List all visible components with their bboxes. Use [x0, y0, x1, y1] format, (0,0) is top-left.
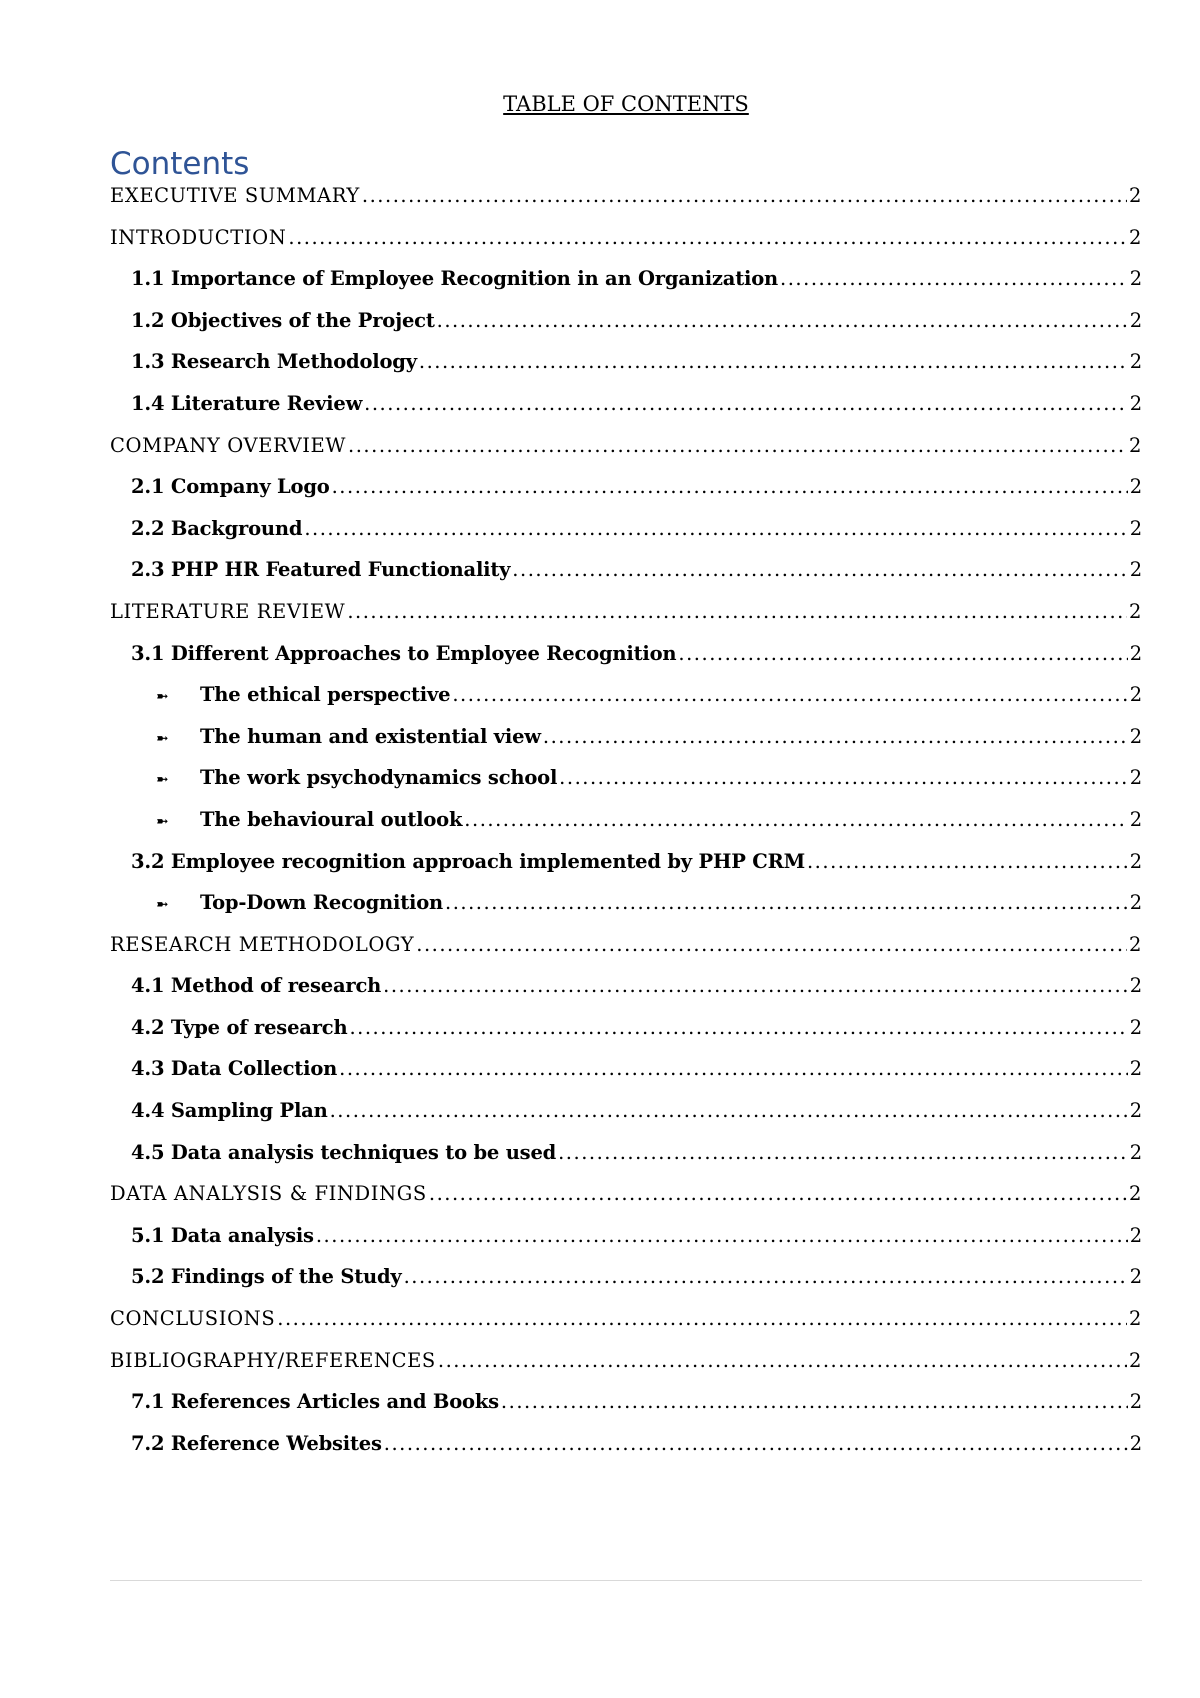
toc-entry-page-number: 2 — [1129, 1140, 1142, 1164]
dot-leader — [543, 725, 1128, 748]
toc-entry-label: 7.2 Reference Websites — [131, 1431, 382, 1455]
dot-leader — [347, 600, 1127, 623]
toc-entry[interactable] — [110, 1307, 1142, 1349]
toc-entry-label: The human and existential view — [200, 724, 541, 748]
toc-entry-label: The work psychodynamics school — [200, 766, 558, 790]
toc-entry-page-number: 2 — [1129, 1223, 1142, 1247]
dot-leader — [807, 850, 1128, 873]
toc-entry-label: 4.4 Sampling Plan — [131, 1099, 328, 1123]
toc-entry-page-number: 2 — [1129, 766, 1142, 790]
toc-entry-page-number: 2 — [1128, 1182, 1142, 1206]
dot-leader — [780, 267, 1128, 290]
dot-leader — [464, 808, 1127, 831]
toc-entry-label: EXECUTIVE SUMMARY — [110, 184, 360, 207]
toc-entry-page-number: 2 — [1128, 932, 1142, 956]
toc-entry[interactable] — [110, 475, 1142, 517]
toc-entry-label: 1.4 Literature Review — [131, 391, 363, 415]
toc-entry[interactable] — [110, 808, 1142, 850]
toc-entry[interactable] — [110, 725, 1142, 767]
toc-entry[interactable] — [110, 392, 1142, 434]
toc-entry-label: 1.1 Importance of Employee Recognition in an Organization — [131, 267, 779, 291]
dot-leader — [438, 1349, 1127, 1372]
toc-entry[interactable] — [110, 1349, 1142, 1391]
toc-entry[interactable] — [110, 309, 1142, 351]
page-title: TABLE OF CONTENTS — [503, 92, 749, 116]
toc-entry[interactable] — [110, 642, 1142, 684]
dot-leader — [330, 1099, 1128, 1122]
toc-entry[interactable] — [110, 1141, 1142, 1183]
toc-entry-label: COMPANY OVERVIEW — [110, 433, 347, 457]
dot-leader — [348, 434, 1127, 457]
toc-entry-page-number: 2 — [1129, 308, 1142, 332]
toc-entry-label: 4.1 Method of research — [131, 974, 382, 998]
toc-entry-label: 4.3 Data Collection — [131, 1057, 338, 1081]
dot-leader — [419, 350, 1128, 373]
dot-leader — [445, 891, 1128, 914]
dot-leader — [404, 1265, 1128, 1288]
arrow-bullet-icon: ➼ — [156, 811, 169, 830]
toc-entry-page-number: 2 — [1129, 724, 1142, 748]
toc-entry-label: 2.2 Background — [131, 516, 303, 540]
toc-entry-page-number: 2 — [1129, 1015, 1142, 1039]
toc-entry-page-number: 2 — [1129, 974, 1142, 998]
toc-entry[interactable] — [110, 850, 1142, 892]
toc-entry-label: 2.1 Company Logo — [131, 475, 330, 499]
toc-entry-page-number: 2 — [1129, 1265, 1142, 1289]
toc-entry[interactable] — [110, 1265, 1142, 1307]
footer-divider — [110, 1580, 1142, 1581]
toc-entry-page-number: 2 — [1129, 641, 1142, 665]
toc-entry-page-number: 2 — [1128, 1307, 1142, 1331]
toc-entry[interactable] — [110, 600, 1142, 642]
dot-leader — [332, 475, 1128, 498]
toc-entry[interactable] — [110, 1224, 1142, 1266]
toc-entry-label: 1.3 Research Methodology — [131, 350, 417, 374]
toc-entry-label: The ethical perspective — [200, 683, 451, 707]
dot-leader — [304, 517, 1127, 540]
toc-entry-label: 3.1 Different Approaches to Employee Recognition — [131, 641, 677, 665]
toc-entry-label: 1.2 Objectives of the Project — [131, 308, 435, 332]
toc-entry-label: LITERATURE REVIEW — [110, 599, 346, 623]
arrow-bullet-icon: ➼ — [156, 770, 169, 789]
dot-leader — [277, 1307, 1127, 1330]
toc-entry-page-number: 2 — [1129, 1099, 1142, 1123]
toc-entry-label: INTRODUCTION — [110, 225, 287, 249]
toc-entry[interactable] — [110, 683, 1142, 725]
toc-entry-label: 4.5 Data analysis techniques to be used — [131, 1140, 557, 1164]
toc-entry-label: 4.2 Type of research — [131, 1015, 348, 1039]
toc-entry[interactable] — [110, 1016, 1142, 1058]
dot-leader — [558, 1141, 1128, 1164]
dot-leader — [384, 1432, 1128, 1455]
toc-entry-page-number: 2 — [1129, 1390, 1142, 1414]
toc-entry-label: 2.3 PHP HR Featured Functionality — [131, 558, 511, 582]
table-of-contents — [110, 184, 1142, 1473]
dot-leader — [501, 1390, 1128, 1413]
toc-entry[interactable] — [110, 184, 1142, 226]
toc-entry-page-number: 2 — [1129, 807, 1142, 831]
toc-entry-page-number: 2 — [1129, 849, 1142, 873]
toc-entry-label: 5.2 Findings of the Study — [131, 1265, 402, 1289]
toc-entry-label: 7.1 References Articles and Books — [131, 1390, 499, 1414]
toc-entry[interactable] — [110, 933, 1142, 975]
toc-entry-page-number: 2 — [1129, 350, 1142, 374]
toc-entry-label: CONCLUSIONS — [110, 1307, 276, 1331]
toc-entry[interactable] — [110, 434, 1142, 476]
toc-entry[interactable] — [110, 350, 1142, 392]
toc-entry[interactable] — [110, 226, 1142, 268]
toc-entry-label: DATA ANALYSIS & FINDINGS — [110, 1182, 427, 1206]
toc-entry[interactable] — [110, 1390, 1142, 1432]
dot-leader — [512, 558, 1127, 581]
toc-entry[interactable] — [110, 1182, 1142, 1224]
dot-leader — [364, 392, 1128, 415]
toc-entry-page-number: 2 — [1129, 1057, 1142, 1081]
toc-entry-page-number: 2 — [1128, 433, 1142, 457]
dot-leader — [678, 642, 1127, 665]
dot-leader — [288, 226, 1127, 249]
arrow-bullet-icon: ➼ — [156, 687, 169, 706]
dot-leader — [383, 974, 1128, 997]
dot-leader — [437, 309, 1128, 332]
toc-entry[interactable] — [110, 1432, 1142, 1474]
toc-entry-label: 3.2 Employee recognition approach implemented by PHP CRM — [131, 849, 805, 873]
dot-leader — [316, 1224, 1128, 1247]
toc-entry-page-number: 2 — [1129, 516, 1142, 540]
toc-entry-label: BIBLIOGRAPHY/REFERENCES — [110, 1348, 436, 1372]
toc-entry-page-number: 2 — [1128, 225, 1142, 249]
arrow-bullet-icon: ➼ — [156, 728, 169, 747]
toc-entry-label: Top-Down Recognition — [200, 891, 443, 915]
toc-entry[interactable] — [110, 267, 1142, 309]
toc-entry[interactable] — [110, 766, 1142, 808]
toc-entry[interactable] — [110, 558, 1142, 600]
toc-entry-page-number: 2 — [1129, 683, 1142, 707]
dot-leader — [349, 1016, 1127, 1039]
toc-entry[interactable] — [110, 974, 1142, 1016]
toc-entry-page-number: 2 — [1129, 891, 1142, 915]
contents-heading: Contents — [110, 146, 250, 182]
dot-leader — [362, 184, 1127, 207]
toc-entry-label: RESEARCH METHODOLOGY — [110, 932, 415, 956]
dot-leader — [416, 933, 1127, 956]
toc-entry-page-number: 2 — [1129, 475, 1142, 499]
toc-entry-page-number: 2 — [1129, 558, 1142, 582]
toc-entry-page-number: 2 — [1128, 1348, 1142, 1372]
toc-entry[interactable] — [110, 1057, 1142, 1099]
toc-entry-page-number: 2 — [1129, 391, 1142, 415]
dot-leader — [559, 766, 1128, 789]
toc-entry[interactable] — [110, 891, 1142, 933]
dot-leader — [339, 1057, 1128, 1080]
arrow-bullet-icon: ➼ — [156, 895, 169, 914]
toc-entry-label: The behavioural outlook — [200, 807, 463, 831]
toc-entry-page-number: 2 — [1129, 267, 1142, 291]
toc-entry-page-number: 2 — [1128, 184, 1142, 207]
toc-entry-label: 5.1 Data analysis — [131, 1223, 314, 1247]
toc-entry-page-number: 2 — [1129, 1431, 1142, 1455]
dot-leader — [452, 683, 1127, 706]
toc-entry-page-number: 2 — [1128, 599, 1142, 623]
toc-entry[interactable] — [110, 517, 1142, 559]
dot-leader — [429, 1182, 1127, 1205]
toc-entry[interactable] — [110, 1099, 1142, 1141]
